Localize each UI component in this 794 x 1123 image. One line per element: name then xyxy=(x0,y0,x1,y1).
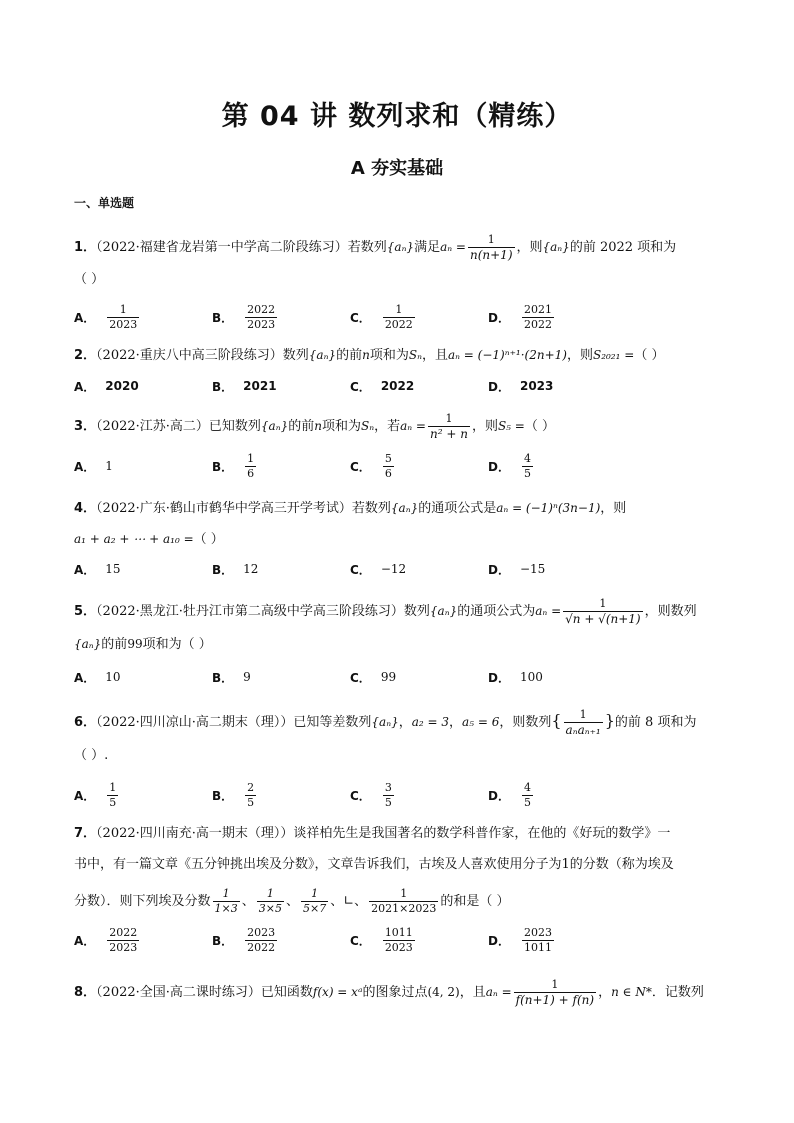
math-formula: aₙ = xyxy=(485,985,512,999)
fraction-denominator: 2023 xyxy=(109,317,138,331)
option-label: A． xyxy=(74,379,96,394)
option-value: 99 xyxy=(380,670,397,684)
question-7-options xyxy=(74,922,724,958)
option-label: A． xyxy=(74,459,96,474)
question-text: ， xyxy=(449,715,463,730)
option-label: D． xyxy=(488,459,510,474)
question-text: ， xyxy=(598,985,612,1000)
fraction-numerator: 4 xyxy=(523,780,531,794)
question-text: 的前 2022 项和为 xyxy=(569,240,677,255)
fraction-denominator: √n + √(n+1) xyxy=(565,612,641,626)
answer-blank: （ ） xyxy=(634,348,665,363)
fraction-numerator: 1 xyxy=(468,233,515,248)
math-variable: Sₙ xyxy=(360,419,375,433)
separator: 、 xyxy=(241,894,255,909)
math-fraction xyxy=(468,233,515,262)
fraction-denominator: 6 xyxy=(384,466,392,480)
fraction-numerator: 2 xyxy=(247,780,255,794)
math-fraction xyxy=(257,887,284,916)
option-c[interactable] xyxy=(350,659,396,695)
option-label: C． xyxy=(350,933,371,948)
fraction-denominator: 5 xyxy=(109,795,117,809)
option-label: C． xyxy=(350,670,371,685)
question-text: ，则数列 xyxy=(499,715,552,730)
fraction-denominator: 2022 xyxy=(523,317,552,331)
option-label: C． xyxy=(350,562,371,577)
option-label: C． xyxy=(350,788,371,803)
option-b[interactable] xyxy=(212,299,279,335)
option-b[interactable] xyxy=(212,777,258,813)
question-number: 8． xyxy=(74,985,97,1000)
option-label: A． xyxy=(74,933,96,948)
math-fraction xyxy=(107,926,139,955)
question-text: ，则 xyxy=(566,348,593,363)
option-b[interactable] xyxy=(212,922,279,958)
fraction-numerator: 1 xyxy=(369,887,438,902)
answer-blank: （ ） xyxy=(479,894,510,909)
question-2 xyxy=(74,346,724,365)
math-sequence: {aₙ} xyxy=(371,715,399,729)
fraction-numerator: 3 xyxy=(384,780,392,794)
question-text: 已知数列 xyxy=(208,419,261,434)
fraction-denominator: 2022 xyxy=(384,317,413,331)
math-fraction xyxy=(213,887,240,916)
question-text: ，则 xyxy=(471,419,498,434)
fraction-numerator: 1 xyxy=(247,451,255,465)
math-point: (4, 2) xyxy=(427,985,460,999)
option-c[interactable] xyxy=(350,368,424,404)
fraction-numerator: 2021 xyxy=(523,302,552,316)
fraction-numerator: 1 xyxy=(514,978,596,993)
math-fraction xyxy=(245,452,256,481)
fraction-numerator: 1 xyxy=(257,887,284,902)
option-label: B． xyxy=(212,459,234,474)
option-a[interactable] xyxy=(74,448,113,484)
option-d[interactable] xyxy=(488,922,556,958)
fraction-denominator: n(n+1) xyxy=(469,248,513,262)
option-value: 10 xyxy=(105,670,121,684)
fraction-numerator: 1 xyxy=(428,412,470,427)
fraction-denominator: n² + n xyxy=(429,427,468,441)
question-source: （2022·四川南充·高一期末（理）） xyxy=(96,826,294,841)
question-text: 若数列 xyxy=(347,240,387,255)
question-text: ，则数列 xyxy=(644,604,697,619)
math-variable: S₂₀₂₁ = xyxy=(592,348,635,362)
question-4-options xyxy=(74,551,724,587)
math-fraction xyxy=(245,781,256,810)
question-text: ，且 xyxy=(421,348,448,363)
question-text: 的通项公式是 xyxy=(418,501,497,516)
question-text: 的前 xyxy=(336,348,363,363)
math-fraction xyxy=(245,303,277,332)
option-a[interactable] xyxy=(74,299,141,335)
fraction-denominator: aₙaₙ₊₁ xyxy=(565,723,601,737)
math-fraction xyxy=(301,887,328,916)
math-fraction xyxy=(107,781,118,810)
question-number: 4． xyxy=(74,501,97,516)
option-label: A． xyxy=(74,562,96,577)
fraction-denominator: 2023 xyxy=(109,940,138,954)
option-value: 100 xyxy=(519,670,543,684)
math-fraction xyxy=(564,708,603,737)
question-5 xyxy=(74,597,724,626)
question-source: （2022·四川凉山·高二期末（理）） xyxy=(96,715,294,730)
math-sequence: {aₙ} xyxy=(390,501,419,515)
question-source: （2022·重庆八中高三阶段练习） xyxy=(96,348,283,363)
option-c[interactable] xyxy=(350,922,417,958)
question-text: 项和为 xyxy=(369,348,409,363)
fraction-numerator: 1 xyxy=(107,303,139,318)
option-a[interactable] xyxy=(74,659,121,695)
question-1-options xyxy=(74,299,724,335)
fraction-numerator: 2022 xyxy=(109,925,138,939)
math-fraction xyxy=(383,303,415,332)
question-1 xyxy=(74,233,724,262)
fraction-numerator: 4 xyxy=(523,451,531,465)
option-value: 15 xyxy=(105,562,121,576)
fraction-numerator: 2022 xyxy=(247,302,276,316)
question-text: 的前 8 项和为 xyxy=(614,715,697,730)
math-sequence: {aₙ} xyxy=(308,348,337,362)
math-number: 99 xyxy=(127,637,143,651)
section-subtitle: A 夯实基础 xyxy=(350,158,444,179)
question-text: 满足 xyxy=(414,240,441,255)
option-a[interactable] xyxy=(74,922,141,958)
question-2-options xyxy=(74,368,724,404)
option-label: D． xyxy=(488,562,510,577)
math-fraction xyxy=(383,781,394,810)
math-variable: n xyxy=(314,419,322,433)
question-1-continued: （ ） xyxy=(74,272,105,287)
question-text: 的和是 xyxy=(440,894,480,909)
option-d[interactable] xyxy=(488,659,543,695)
separator: 、 xyxy=(354,894,368,909)
answer-blank: （ ） xyxy=(181,637,212,652)
math-sequence: {aₙ} xyxy=(542,240,570,254)
question-source: （2022·广东·鹤山市鹤华中学高三开学考试） xyxy=(96,501,352,516)
question-text: 若数列 xyxy=(351,501,391,516)
fraction-denominator: 2021×2023 xyxy=(371,902,437,915)
fraction-numerator: 1 xyxy=(563,597,643,612)
option-c[interactable] xyxy=(350,448,396,484)
math-sequence: {aₙ} xyxy=(386,240,415,254)
option-label: B． xyxy=(212,379,234,394)
math-fraction xyxy=(514,978,596,1007)
question-6-continued: （ ）. xyxy=(74,748,109,763)
question-text: ，则 xyxy=(600,501,627,516)
option-value: −12 xyxy=(380,562,407,576)
question-text: 项和为 xyxy=(142,637,182,652)
math-sequence: {aₙ} xyxy=(74,637,102,651)
question-number: 7． xyxy=(74,826,97,841)
question-text: 的前 xyxy=(288,419,315,434)
fraction-numerator: 1 xyxy=(383,303,415,318)
fraction-numerator: 1 xyxy=(301,887,328,902)
question-text: 数列 xyxy=(403,604,430,619)
question-7-line-3 xyxy=(74,887,724,916)
option-b[interactable] xyxy=(212,448,258,484)
page-title: 第 04 讲 数列求和（精练） xyxy=(221,101,573,132)
question-text: 分数）．则下列埃及分数 xyxy=(74,894,211,909)
option-value: 2023 xyxy=(519,379,554,393)
answer-blank: （ ） xyxy=(524,419,555,434)
option-a[interactable] xyxy=(74,551,121,587)
option-b[interactable] xyxy=(212,551,258,587)
math-sequence: {aₙ} xyxy=(260,419,289,433)
math-variable: n xyxy=(362,348,370,362)
question-7 xyxy=(74,825,724,843)
math-formula: aₙ = xyxy=(535,604,562,618)
question-text: 谈祥柏先生是我国著名的数学科普作家，在他的《好玩的数学》一 xyxy=(293,826,671,841)
math-formula: aₙ = (−1)ⁿ⁺¹·(2n+1) xyxy=(447,348,567,362)
option-label: A． xyxy=(74,670,96,685)
option-label: B． xyxy=(212,670,234,685)
math-variable: S₅ = xyxy=(497,419,525,433)
option-d[interactable] xyxy=(488,551,545,587)
fraction-denominator: 5×7 xyxy=(302,902,327,915)
option-value: 9 xyxy=(243,670,251,684)
fraction-denominator: 5 xyxy=(523,795,531,809)
right-brace-icon: } xyxy=(604,711,615,730)
fraction-numerator: 1 xyxy=(213,887,240,902)
question-number: 6． xyxy=(74,715,97,730)
math-formula: f(x) = xᵃ xyxy=(312,985,363,999)
math-formula: aₙ = xyxy=(440,240,466,254)
question-text: 已知等差数列 xyxy=(293,715,372,730)
question-source: （2022·福建省龙岩第一中学高二阶段练习） xyxy=(96,240,348,255)
option-label: B． xyxy=(212,788,234,803)
question-text: 已知函数 xyxy=(260,985,313,1000)
option-d[interactable] xyxy=(488,777,535,813)
fraction-denominator: 2022 xyxy=(247,940,276,954)
math-fraction xyxy=(383,926,415,955)
fraction-denominator: 5 xyxy=(523,466,531,480)
fraction-denominator: 1011 xyxy=(523,940,552,954)
fraction-numerator: 1 xyxy=(564,708,603,723)
option-d[interactable] xyxy=(488,448,535,484)
math-fraction xyxy=(522,303,554,332)
math-fraction xyxy=(383,452,394,481)
option-label: D． xyxy=(488,933,510,948)
question-text: ．记数列 xyxy=(651,985,704,1000)
option-c[interactable] xyxy=(350,299,417,335)
question-4 xyxy=(74,499,724,518)
question-source: （2022·江苏·高二） xyxy=(96,419,209,434)
math-variable: Sₙ xyxy=(408,348,422,362)
option-c[interactable] xyxy=(350,777,396,813)
fraction-numerator: 2023 xyxy=(247,925,276,939)
option-label: C． xyxy=(350,379,371,394)
math-formula: aₙ = (−1)ⁿ(3n−1) xyxy=(496,501,601,515)
option-label: B． xyxy=(212,562,234,577)
math-fraction xyxy=(428,412,470,441)
option-label: A． xyxy=(74,788,96,803)
section-heading: 一、单选题 xyxy=(74,196,135,210)
question-source: （2022·黑龙江·牡丹江市第二高级中学高三阶段练习） xyxy=(96,604,404,619)
option-label: D． xyxy=(488,310,510,325)
option-value: −15 xyxy=(519,562,546,576)
math-formula: a₁ + a₂ + ⋯ + a₁₀ = xyxy=(74,532,194,546)
question-text: ，若 xyxy=(374,419,401,434)
question-text: 的图象过点 xyxy=(362,985,428,1000)
answer-blank: （ ） xyxy=(193,532,224,547)
fraction-numerator: 1 xyxy=(109,780,117,794)
math-fraction xyxy=(369,887,438,916)
math-fraction xyxy=(563,597,643,626)
option-value: 1 xyxy=(105,459,113,473)
math-sequence: {aₙ} xyxy=(429,604,458,618)
option-a[interactable] xyxy=(74,368,149,404)
math-formula: a₅ = 6 xyxy=(462,715,500,729)
option-label: D． xyxy=(488,788,510,803)
question-text: 的通项公式为 xyxy=(457,604,536,619)
option-label: D． xyxy=(488,670,510,685)
question-6 xyxy=(74,708,724,737)
question-number: 3． xyxy=(74,419,97,434)
option-label: C． xyxy=(350,310,371,325)
option-value: 12 xyxy=(243,562,259,576)
option-label: C． xyxy=(350,459,371,474)
math-fraction xyxy=(522,452,533,481)
math-fraction xyxy=(107,303,139,332)
math-fraction xyxy=(245,926,277,955)
question-text: ，且 xyxy=(459,985,486,1000)
question-8 xyxy=(74,978,724,1007)
option-b[interactable] xyxy=(212,659,251,695)
fraction-denominator: 3×5 xyxy=(258,902,282,915)
separator: 、 xyxy=(285,894,299,909)
question-7-line-2: 书中，有一篇文章《五分钟挑出埃及分数》，文章告诉我们，古埃及人喜欢使用分子为1的分数（称为埃及 xyxy=(74,857,674,872)
ellipsis-symbol: ∟ xyxy=(343,894,355,909)
math-formula: n ∈ N* xyxy=(611,985,652,999)
fraction-numerator: 2023 xyxy=(523,925,552,939)
fraction-denominator: 6 xyxy=(247,466,255,480)
fraction-denominator: 5 xyxy=(384,795,392,809)
fraction-denominator: 5 xyxy=(247,795,255,809)
option-d[interactable] xyxy=(488,299,556,335)
fraction-denominator: 2023 xyxy=(247,317,276,331)
math-formula: a₂ = 3 xyxy=(411,715,450,729)
left-brace-icon: { xyxy=(551,711,562,730)
question-number: 5． xyxy=(74,604,97,619)
fraction-denominator: 2023 xyxy=(384,940,413,954)
question-3-options xyxy=(74,448,724,484)
option-label: A． xyxy=(74,310,96,325)
question-number: 1． xyxy=(74,240,97,255)
option-b[interactable] xyxy=(212,368,287,404)
question-text: 项和为 xyxy=(321,419,361,434)
question-text: ， xyxy=(398,715,412,730)
question-4-continued xyxy=(74,530,724,549)
question-3 xyxy=(74,412,724,441)
math-formula: aₙ = xyxy=(400,419,426,433)
question-5-continued xyxy=(74,635,724,654)
question-6-options xyxy=(74,777,724,813)
question-text: 数列 xyxy=(282,348,309,363)
option-label: D． xyxy=(488,379,510,394)
fraction-numerator: 1011 xyxy=(384,925,413,939)
option-label: B． xyxy=(212,310,234,325)
question-text: 的前 xyxy=(101,637,128,652)
option-d[interactable] xyxy=(488,368,563,404)
option-c[interactable] xyxy=(350,551,406,587)
fraction-denominator: 1×3 xyxy=(214,902,238,915)
fraction-numerator: 5 xyxy=(384,451,392,465)
question-source: （2022·全国·高二课时练习） xyxy=(96,985,261,1000)
fraction-denominator: f(n+1) + f(n) xyxy=(515,993,595,1007)
option-a[interactable] xyxy=(74,777,120,813)
question-5-options xyxy=(74,659,724,695)
math-fraction xyxy=(522,926,554,955)
question-number: 2． xyxy=(74,348,97,363)
option-value: 2022 xyxy=(380,379,415,393)
separator: 、 xyxy=(330,894,344,909)
option-label: B． xyxy=(212,933,234,948)
option-value: 2021 xyxy=(243,379,277,393)
math-fraction xyxy=(522,781,533,810)
question-text: ，则 xyxy=(516,240,543,255)
option-value: 2020 xyxy=(105,379,139,393)
